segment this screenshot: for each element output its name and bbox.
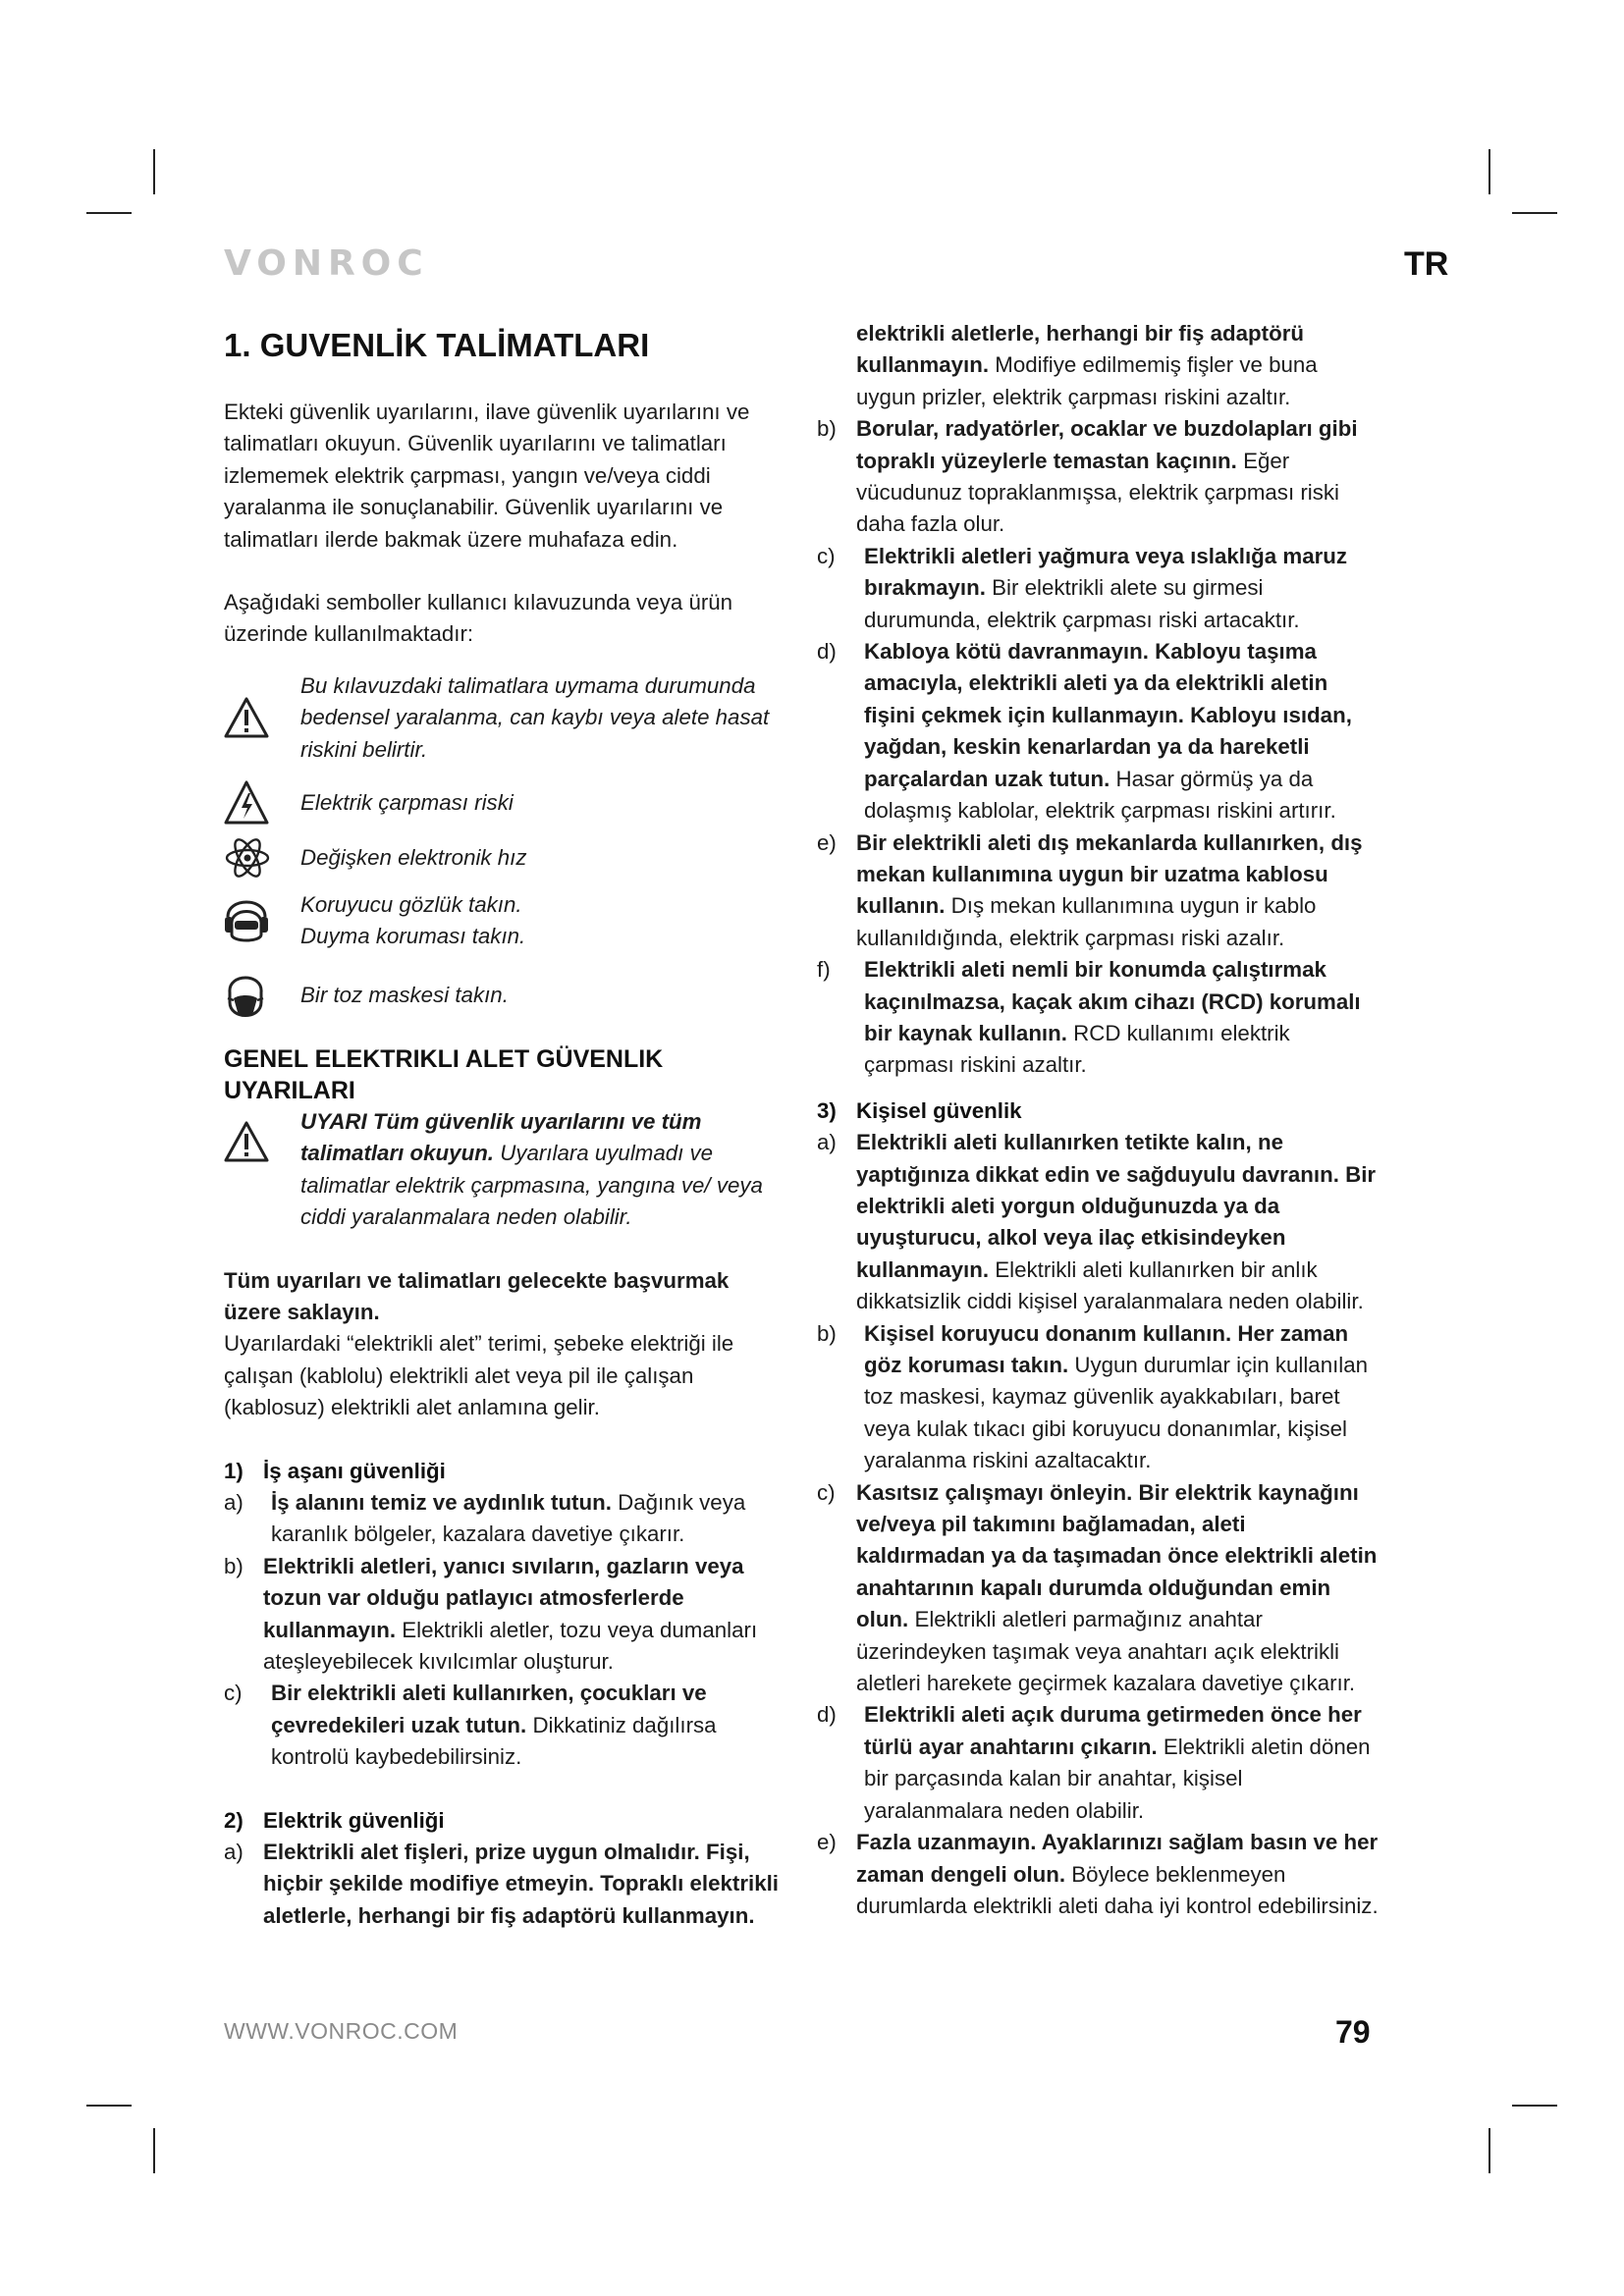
list-item: d) Kabloya kötü davranmayın. Kabloyu taşıma amacıyla, elektrikli aleti ya da elektrikli aletin fişini çekmek için kullanmayın. Kabloyu ısıdan, yağdan, keskin kenarlardan ya da hareketli parçalardan uzak tutun. Hasar görmüş ya da dolaşmış kablolar, elektrik çarpması riskini artırır. xyxy=(817,639,1352,824)
list-item: c) Bir elektrikli aleti kullanırken, çocukları ve çevredekileri uzak tutun. Dikkatiniz dağılırsa kontrolü kaybedebilirsiniz. xyxy=(224,1681,717,1770)
list-item: a) İş alanını temiz ve aydınlık tutun. Dağınık veya karanlık bölgeler, kazalara davetiye çıkarır. xyxy=(224,1489,746,1547)
symbol-row: Koruyucu gözlük takın. Duyma koruması takın. xyxy=(224,889,790,953)
left-column xyxy=(224,326,790,1928)
electric-shock-icon xyxy=(224,779,300,827)
goggles-ear-protection-icon xyxy=(224,895,300,946)
crop-mark xyxy=(1512,2105,1557,2107)
section-2-heading: 2) Elektrik güvenliği xyxy=(224,1807,445,1833)
footer-url: WWW.VONROC.COM xyxy=(224,2018,459,2044)
warning-block: UYARI Tüm güvenlik uyarılarını ve tüm talimatları okuyun. Uyarılara uyulmadı ve talimatlar elektrik çarpmasına, yangına ve/ veya ciddi yaralanmalara neden olabilir. xyxy=(224,1106,790,1234)
crop-mark xyxy=(1489,149,1490,194)
general-heading: GENEL ELEKTRIKLI ALET GÜVENLIK UYARILARI xyxy=(224,1044,664,1104)
list-item: a) Elektrikli aleti kullanırken tetikte kalın, ne yaptığınıza dikkat edin ve sağduyulu davranın. Bir elektrikli aleti yorgun olduğunuzda ya da uyuşturucu, alkol veya ilaç etkisindeyken kullanmayın. Elektrikli aleti kullanırken bir anlık dikkatsizlik ciddi kişisel yaralanmalara neden olabilir. xyxy=(817,1130,1377,1314)
list-item: b) Borular, radyatörler, ocaklar ve buzdolapları gibi topraklı yüzeylerle temastan kaçının. Eğer vücudunuz topraklanmışsa, elektrik çarpması riski daha fazla olur. xyxy=(817,416,1358,537)
crop-mark xyxy=(153,149,155,194)
page-number: 79 xyxy=(1335,2014,1371,2050)
list-item: e) Fazla uzanmayın. Ayaklarınızı sağlam basın ve her zaman dengeli olun. Böylece beklenmeyen durumlarda elektrikli aleti daha iyi kontrol edebilirsiniz. xyxy=(817,1830,1379,1918)
list-item: d) Elektrikli aleti açık duruma getirmeden önce her türlü ayar anahtarını çıkarın. Elektrikli aletin dönen bir parçasında kalan bir anahtar, kişisel yaralanmalara neden olabilir. xyxy=(817,1702,1371,1823)
term-definition: Uyarılardaki “elektrikli alet” terimi, şebeke elektriği ile çalışan (kablolu) elektrikli alet veya pil ile çalışan (kablosuz) elektrikli alet anlamına gelir. xyxy=(224,1331,734,1420)
symbol-row: Bir toz maskesi takın. xyxy=(224,969,790,1022)
language-code: TR xyxy=(1404,245,1449,283)
list-item: b) Elektrikli aletleri, yanıcı sıvıların, gazların veya tozun var olduğu patlayıcı atmosferlerde kullanmayın. Elektrikli aletler, tozu veya dumanları ateşleyebilecek kıvılcımlar oluşturur. xyxy=(224,1553,758,1674)
crop-mark xyxy=(1512,212,1557,214)
dust-mask-icon xyxy=(224,969,300,1022)
list-item: a) Elektrikli alet fişleri, prize uygun olmalıdır. Fişi, hiçbir şekilde modifiye etmeyin. Topraklı elektrikli aletlerle, herhangi bir fiş adaptörü kullanmayın. xyxy=(224,1840,779,1928)
list-item: b) Kişisel koruyucu donanım kullanın. Her zaman göz koruması takın. Uygun durumlar için kullanılan toz maskesi, kaymaz güvenlik ayakkabıları, baret veya kulak tıkacı gibi koruyucu donanımlar, kişisel yaralanma riskini azaltacaktır. xyxy=(817,1320,1369,1473)
page-title: 1. GUVENLİK TALİMATLARI xyxy=(224,327,650,363)
symbol-row: Bu kılavuzdaki talimatlara uymama durumunda bedensel yaralanma, can kaybı veya alete hasat riskini belirtir. xyxy=(224,670,790,766)
save-instructions: Tüm uyarıları ve talimatları gelecekte başvurmak üzere saklayın. xyxy=(224,1267,730,1324)
crop-mark xyxy=(86,212,132,214)
warning-triangle-icon xyxy=(224,696,300,739)
crop-mark xyxy=(1489,2128,1490,2173)
crop-mark xyxy=(86,2105,132,2107)
warning-triangle-icon xyxy=(224,1106,300,1163)
symbol-row: Değişken elektronik hız xyxy=(224,836,790,880)
atom-icon xyxy=(224,836,300,880)
section-3-heading: 3) Kişisel güvenlik xyxy=(817,1097,1022,1123)
continued-text: elektrikli aletlerle, herhangi bir fiş adaptörü kullanmayın. xyxy=(856,321,1304,378)
list-item-continued: elektrikli aletlerle, herhangi bir fiş adaptörü kullanmayın. Modifiye edilmemiş fişler ve buna uygun prizler, elektrik çarpması riskini azaltır. xyxy=(856,321,1318,409)
list-item: c) Elektrikli aletleri yağmura veya ıslaklığa maruz bırakmayın. Bir elektrikli alete su girmesi durumunda, elektrik çarpması riski artacaktır. xyxy=(817,543,1348,632)
list-item: e) Bir elektrikli aleti dış mekanlarda kullanırken, dış mekan kullanımına uygun bir uzatma kablosu kullanın. Dış mekan kullanımına uygun ir kablo kullanıldığında, elektrik çarpması riski azalır. xyxy=(817,829,1363,950)
intro-paragraph: Ekteki güvenlik uyarılarını, ilave güvenlik uyarılarını ve talimatları okuyun. Güvenlik uyarılarını ve talimatları izlememek elektrik çarpması, yangın ve/veya ciddi yaralanma ile sonuçlanabilir. Güvenlik uyarılarını ve talimatları ilerde bakmak üzere muhafaza edin. xyxy=(224,400,750,552)
brand-logo: VONROC xyxy=(224,243,429,284)
list-item: f) Elektrikli aleti nemli bir konumda çalıştırmak kaçınılmazsa, kaçak akım cihazı (RCD) korumalı bir kaynak kullanın. RCD kullanımı elektrik çarpması riskini azaltır. xyxy=(817,957,1361,1078)
section-1-heading: 1) İş aşanı güvenliği xyxy=(224,1458,446,1483)
right-column xyxy=(817,318,1380,1922)
list-item: c) Kasıtsız çalışmayı önleyin. Bir elektrik kaynağını ve/veya pil takımını bağlamadan, aleti kaldırmadan ya da taşımadan önce elektrikli aletin anahtarının kapalı durumda olduğundan emin olun. Elektrikli aletleri parmağınız anahtar üzerindeyken taşımak veya anahtarı açık elektrikli aletleri harekete geçirmek kazalara davetiye çıkarır. xyxy=(817,1479,1378,1696)
crop-mark xyxy=(153,2128,155,2173)
symbols-intro: Aşağıdaki semboller kullanıcı kılavuzunda veya ürün üzerinde kullanılmaktadır: xyxy=(224,590,733,647)
symbol-row: Elektrik çarpması riski xyxy=(224,779,790,827)
